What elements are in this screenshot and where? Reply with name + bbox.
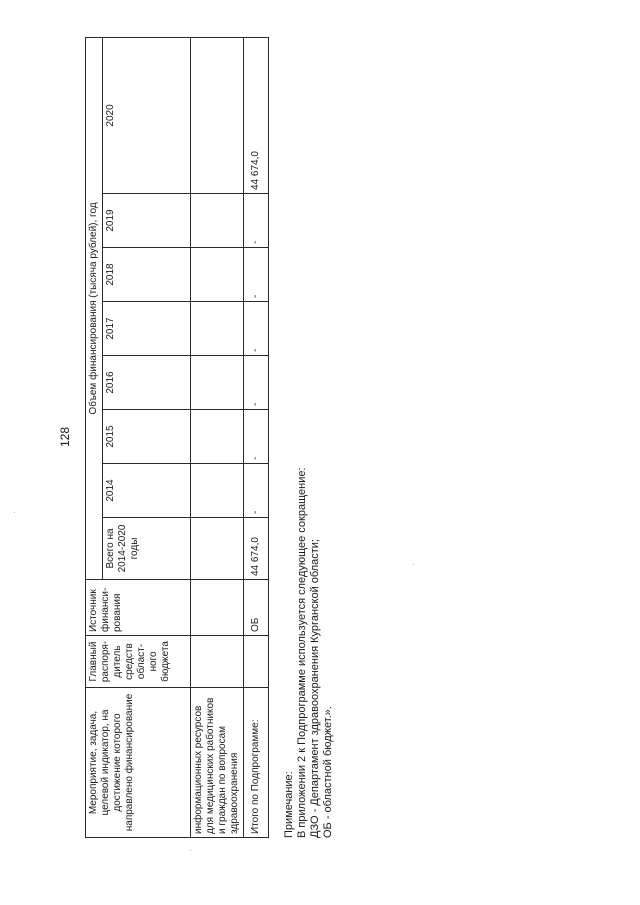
header-source: Источник финанси-рования — [86, 580, 191, 636]
page-number: 128 — [58, 426, 72, 448]
cell-value — [191, 248, 244, 302]
header-manager: Главный распоря-дитель средств област-ного бюджета — [86, 636, 191, 688]
cell-activity: информационных ресурсов для медицинских работников и граждан по вопросам здравоохранения — [191, 688, 244, 838]
cell-value — [191, 464, 244, 518]
cell-manager — [244, 636, 269, 688]
header-year: 2019 — [103, 194, 191, 248]
cell-activity: Итого по Подпрограмме: — [244, 688, 269, 838]
cell-value: - — [244, 464, 269, 518]
cell-manager — [191, 636, 244, 688]
note-title: Примечание: — [283, 771, 295, 838]
cell-value: - — [244, 194, 269, 248]
header-volume-title: Объем финансирования (тысяча рублей), год — [86, 37, 103, 579]
cell-source — [191, 580, 244, 636]
cell-value: - — [244, 302, 269, 356]
cell-value — [191, 356, 244, 410]
scan-speck — [413, 564, 414, 565]
table-row-total — [244, 37, 269, 837]
cell-value: - — [244, 356, 269, 410]
header-year: 2014 — [103, 464, 191, 518]
scan-speck — [190, 850, 191, 851]
scan-speck — [14, 512, 15, 513]
cell-value — [191, 194, 244, 248]
cell-value: - — [244, 410, 269, 464]
note-line: В приложении 2 к Подпрограмме используется следующее сокращение: — [296, 467, 308, 838]
cell-source: ОБ — [244, 580, 269, 636]
header-year: 2020 — [103, 37, 191, 193]
cell-value — [191, 37, 244, 193]
cell-value: - — [244, 248, 269, 302]
note-block — [283, 38, 335, 838]
cell-value — [191, 410, 244, 464]
rotated-page-content — [85, 38, 347, 838]
header-year: 2015 — [103, 410, 191, 464]
header-total: Всего на 2014-2020 годы — [103, 518, 191, 580]
cell-value: 44 674,0 — [244, 37, 269, 193]
header-year: 2018 — [103, 248, 191, 302]
cell-total — [191, 518, 244, 580]
header-row-1 — [86, 37, 103, 837]
header-year: 2017 — [103, 302, 191, 356]
header-year: 2016 — [103, 356, 191, 410]
cell-total: 44 674,0 — [244, 518, 269, 580]
cell-value — [191, 302, 244, 356]
table-row — [191, 37, 244, 837]
note-line: ОБ - областной бюджет.». — [322, 706, 334, 838]
header-activity: Мероприятие, задача, целевой индикатор, на достижение которого направлено финансирование — [86, 688, 191, 838]
note-line: ДЗО - Департамент здравоохранения Курганской области; — [309, 539, 321, 838]
financing-table — [85, 37, 269, 838]
